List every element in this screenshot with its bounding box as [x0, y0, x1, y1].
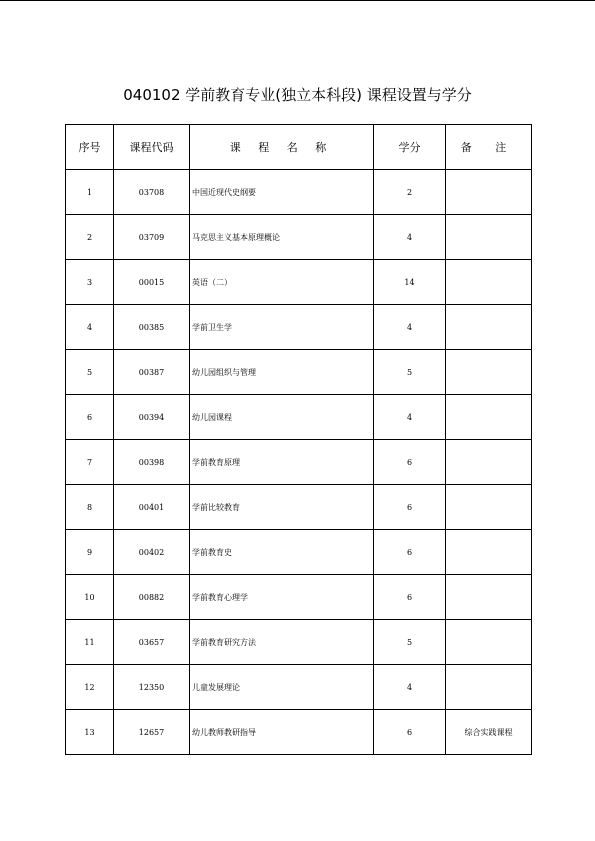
header-seq: 序号 — [66, 125, 114, 170]
cell-course-name: 学前教育原理 — [190, 440, 374, 485]
cell-seq: 6 — [66, 395, 114, 440]
cell-course-name: 幼儿教师教研指导 — [190, 710, 374, 755]
cell-course-code: 12350 — [114, 665, 190, 710]
cell-remark: 综合实践课程 — [446, 710, 532, 755]
cell-course-name: 学前比较教育 — [190, 485, 374, 530]
cell-course-code: 00398 — [114, 440, 190, 485]
cell-remark — [446, 620, 532, 665]
cell-remark — [446, 215, 532, 260]
cell-remark — [446, 440, 532, 485]
cell-credit: 14 — [374, 260, 446, 305]
cell-seq: 11 — [66, 620, 114, 665]
table-row — [66, 485, 532, 530]
cell-credit: 6 — [374, 710, 446, 755]
cell-course-code: 00882 — [114, 575, 190, 620]
cell-course-code: 00401 — [114, 485, 190, 530]
cell-course-code: 03709 — [114, 215, 190, 260]
cell-remark — [446, 395, 532, 440]
cell-remark — [446, 350, 532, 395]
table-row — [66, 440, 532, 485]
cell-course-name: 幼儿园组织与管理 — [190, 350, 374, 395]
cell-course-code: 03657 — [114, 620, 190, 665]
cell-course-code: 12657 — [114, 710, 190, 755]
cell-remark — [446, 575, 532, 620]
cell-seq: 8 — [66, 485, 114, 530]
header-course-code: 课程代码 — [114, 125, 190, 170]
cell-course-name: 幼儿园课程 — [190, 395, 374, 440]
cell-credit: 5 — [374, 620, 446, 665]
cell-seq: 2 — [66, 215, 114, 260]
cell-remark — [446, 485, 532, 530]
cell-course-name: 学前教育心理学 — [190, 575, 374, 620]
cell-credit: 6 — [374, 530, 446, 575]
cell-remark — [446, 260, 532, 305]
cell-course-name: 马克思主义基本原理概论 — [190, 215, 374, 260]
cell-seq: 3 — [66, 260, 114, 305]
cell-course-code: 00385 — [114, 305, 190, 350]
cell-course-name: 学前教育研究方法 — [190, 620, 374, 665]
cell-credit: 4 — [374, 305, 446, 350]
cell-course-name: 儿童发展理论 — [190, 665, 374, 710]
cell-credit: 4 — [374, 215, 446, 260]
cell-course-code: 00394 — [114, 395, 190, 440]
cell-seq: 5 — [66, 350, 114, 395]
course-table — [65, 124, 532, 755]
cell-seq: 12 — [66, 665, 114, 710]
page-title: 040102 学前教育专业(独立本科段) 课程设置与学分 — [123, 86, 472, 104]
cell-credit: 6 — [374, 575, 446, 620]
cell-credit: 5 — [374, 350, 446, 395]
cell-seq: 1 — [66, 170, 114, 215]
table-row — [66, 170, 532, 215]
cell-seq: 9 — [66, 530, 114, 575]
cell-seq: 13 — [66, 710, 114, 755]
table-row — [66, 395, 532, 440]
table-row — [66, 665, 532, 710]
cell-course-name: 学前教育史 — [190, 530, 374, 575]
cell-course-name: 中国近现代史纲要 — [190, 170, 374, 215]
header-credit: 学分 — [374, 125, 446, 170]
cell-remark — [446, 665, 532, 710]
header-remark: 备 注 — [446, 125, 532, 170]
table-row — [66, 530, 532, 575]
table-row — [66, 575, 532, 620]
table-row — [66, 305, 532, 350]
cell-course-code: 00402 — [114, 530, 190, 575]
cell-course-code: 03708 — [114, 170, 190, 215]
cell-course-name: 英语（二） — [190, 260, 374, 305]
table-row — [66, 215, 532, 260]
table-row — [66, 260, 532, 305]
top-border-line — [0, 0, 595, 1]
cell-course-code: 00015 — [114, 260, 190, 305]
table-body — [66, 170, 532, 755]
cell-remark — [446, 305, 532, 350]
cell-remark — [446, 170, 532, 215]
cell-course-code: 00387 — [114, 350, 190, 395]
cell-credit: 2 — [374, 170, 446, 215]
cell-course-name: 学前卫生学 — [190, 305, 374, 350]
cell-credit: 6 — [374, 485, 446, 530]
table-header-row — [66, 125, 532, 170]
cell-credit: 4 — [374, 395, 446, 440]
cell-seq: 10 — [66, 575, 114, 620]
cell-seq: 7 — [66, 440, 114, 485]
cell-credit: 6 — [374, 440, 446, 485]
cell-credit: 4 — [374, 665, 446, 710]
cell-seq: 4 — [66, 305, 114, 350]
table-row — [66, 710, 532, 755]
cell-remark — [446, 530, 532, 575]
table-row — [66, 620, 532, 665]
header-course-name: 课 程 名 称 — [190, 125, 374, 170]
table-row — [66, 350, 532, 395]
